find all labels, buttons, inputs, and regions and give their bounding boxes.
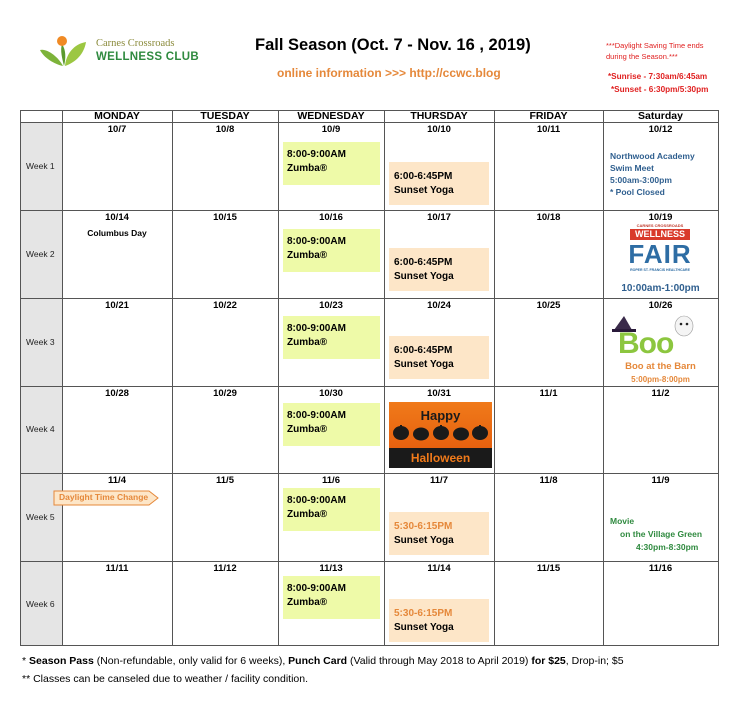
sunset-text: *Sunset - 6:30pm/5:30pm — [611, 85, 709, 94]
dropin-text: , Drop-in; $5 — [565, 655, 624, 667]
columbus-day-note: Columbus Day — [87, 228, 147, 238]
wellness-fair-graphic — [622, 223, 698, 283]
fair-word2: FAIR — [628, 239, 692, 269]
date-cell: 11/7 — [430, 475, 448, 486]
dst-note: ***Daylight Saving Time ends during the Season.*** — [606, 41, 704, 61]
yoga-class — [389, 336, 489, 379]
week-label: Week 3 — [26, 337, 55, 347]
date-cell: 11/4 — [108, 475, 126, 486]
date-cell: 11/2 — [651, 388, 670, 399]
date-cell: 11/12 — [213, 563, 237, 574]
week-label: Week 6 — [26, 599, 55, 609]
yoga-class — [389, 599, 489, 642]
zumba-class — [283, 488, 380, 531]
fair-small-text: CARNES CROSSROADS — [636, 223, 684, 228]
zumba-class — [283, 403, 380, 446]
date-cell: 10/23 — [319, 300, 343, 311]
logo-line1: Carnes Crossroads — [96, 38, 175, 49]
time-change-text: Daylight Time Change — [59, 492, 149, 502]
class-name: Sunset Yoga — [394, 535, 454, 546]
date-cell: 11/16 — [648, 563, 673, 574]
footer-note: ** Classes can be canseled due to weather / facility condition. — [22, 673, 308, 685]
date-cell: 11/13 — [319, 563, 343, 574]
online-info-link[interactable]: online information >>> http://ccwc.blog — [277, 66, 501, 80]
yoga-class — [389, 162, 489, 205]
date-cell: 10/19 — [648, 212, 673, 223]
week-label: Week 1 — [26, 161, 55, 171]
date-cell: 10/26 — [648, 300, 673, 311]
week-label: Week 2 — [26, 249, 55, 259]
class-name: Zumba® — [287, 250, 328, 261]
logo-line2: WELLNESS CLUB — [96, 51, 199, 63]
zumba-class — [283, 229, 380, 272]
header-thursday: THURSDAY — [410, 110, 468, 122]
page-title: Fall Season (Oct. 7 - Nov. 16 , 2019) — [255, 36, 531, 54]
halloween-graphic — [389, 402, 492, 468]
date-cell: 11/14 — [427, 563, 451, 574]
class-name: Zumba® — [287, 163, 328, 174]
date-cell: 10/25 — [536, 300, 561, 311]
punch-card-label: Punch Card — [288, 655, 348, 667]
date-cell: 10/10 — [427, 124, 451, 135]
halloween-bottom: Halloween — [389, 448, 492, 468]
date-cell: 11/15 — [536, 563, 561, 574]
header-saturday: Saturday — [638, 110, 683, 122]
date-cell: 10/14 — [105, 212, 129, 223]
class-time: 6:00-6:45PM — [394, 345, 453, 356]
date-cell: 10/30 — [319, 388, 343, 399]
event-line: * Pool Closed — [610, 187, 665, 197]
season-pass-label: Season Pass — [29, 655, 94, 667]
week-label: Week 4 — [26, 424, 55, 434]
date-cell: 11/6 — [322, 475, 340, 486]
fair-time: 10:00am-1:00pm — [621, 283, 700, 294]
boo-title: Boo at the Barn — [625, 361, 696, 372]
class-time: 8:00-9:00AM — [287, 410, 346, 421]
date-cell: 10/16 — [319, 212, 343, 223]
header-friday: FRIDAY — [529, 110, 568, 122]
date-cell: 11/8 — [539, 475, 558, 486]
season-pass-text: (Non-refundable, only valid for 6 weeks), — [93, 655, 289, 667]
date-cell: 10/15 — [213, 212, 237, 223]
event-line: 4:30pm-8:30pm — [636, 542, 699, 552]
date-cell: 11/5 — [216, 475, 234, 486]
header-tuesday: TUESDAY — [200, 110, 250, 122]
class-time: 6:00-6:45PM — [394, 171, 453, 182]
leaf-logo-icon — [38, 34, 92, 68]
date-cell: 10/29 — [213, 388, 237, 399]
zumba-class — [283, 576, 380, 619]
class-time: 8:00-9:00AM — [287, 323, 346, 334]
class-name: Zumba® — [287, 424, 328, 435]
class-time: 8:00-9:00AM — [287, 495, 346, 506]
class-name: Zumba® — [287, 597, 328, 608]
class-time: 5:30-6:15PM — [394, 608, 453, 619]
boo-word: Boo — [618, 327, 674, 360]
boo-time: 5:00pm-8:00pm — [631, 375, 690, 384]
date-cell: 10/12 — [648, 124, 673, 135]
class-name: Sunset Yoga — [394, 185, 454, 196]
sunrise-text: *Sunrise - 7:30am/6:45am — [608, 72, 708, 81]
yoga-class — [389, 248, 489, 291]
price-label: for $25 — [531, 655, 566, 667]
class-name: Sunset Yoga — [394, 622, 454, 633]
fair-sub-text: ROPER ST. FRANCIS HEALTHCARE — [630, 268, 690, 272]
date-cell: 11/1 — [539, 388, 558, 399]
class-time: 8:00-9:00AM — [287, 149, 346, 160]
date-cell: 10/9 — [321, 124, 341, 135]
zumba-class — [283, 316, 380, 359]
northwood-event — [610, 150, 695, 198]
date-cell: 10/18 — [536, 212, 561, 223]
halloween-top: Happy — [420, 408, 461, 423]
date-cell: 11/11 — [105, 563, 129, 574]
fair-word1: WELLNESS — [630, 229, 690, 240]
zumba-class — [283, 142, 380, 185]
calendar-grid — [20, 110, 719, 646]
date-cell: 10/31 — [427, 388, 451, 399]
week-label: Week 5 — [26, 512, 55, 522]
class-time: 8:00-9:00AM — [287, 236, 346, 247]
yoga-class — [389, 512, 489, 555]
class-time: 6:00-6:45PM — [394, 257, 453, 268]
time-change-banner — [53, 490, 155, 506]
date-cell: 10/8 — [215, 124, 235, 135]
class-time: 8:00-9:00AM — [287, 583, 346, 594]
footer-pricing: * Season Pass (Non-refundable, only valid for 6 weeks), Punch Card (Valid through May 2018 to April 2019) for $25, Drop-in; $5 — [22, 655, 624, 667]
header-monday: MONDAY — [94, 110, 140, 122]
date-cell: 10/11 — [536, 124, 561, 135]
boo-graphic — [610, 314, 702, 360]
event-line: on the Village Green — [620, 529, 703, 539]
class-name: Zumba® — [287, 509, 328, 520]
event-line: Northwood Academy — [610, 151, 695, 161]
class-time: 5:30-6:15PM — [394, 521, 453, 532]
class-name: Sunset Yoga — [394, 271, 454, 282]
date-cell: 10/21 — [105, 300, 129, 311]
movie-event — [610, 515, 702, 554]
date-cell: 10/17 — [427, 212, 451, 223]
date-cell: 10/24 — [427, 300, 451, 311]
date-cell: 10/28 — [105, 388, 129, 399]
class-name: Sunset Yoga — [394, 359, 454, 370]
date-cell: 11/9 — [651, 475, 670, 486]
pumpkins-icon — [389, 423, 492, 441]
event-line: Movie — [610, 516, 635, 526]
date-cell: 10/22 — [213, 300, 237, 311]
event-line: 5:00am-3:00pm — [610, 175, 672, 185]
class-name: Zumba® — [287, 337, 328, 348]
club-logo — [38, 34, 218, 74]
header-wednesday: WEDNESDAY — [297, 110, 365, 122]
punch-card-text: (Valid through May 2018 to April 2019) — [347, 655, 532, 667]
sun-times — [608, 70, 708, 96]
date-cell: 10/7 — [107, 124, 127, 135]
event-line: Swim Meet — [610, 163, 654, 173]
